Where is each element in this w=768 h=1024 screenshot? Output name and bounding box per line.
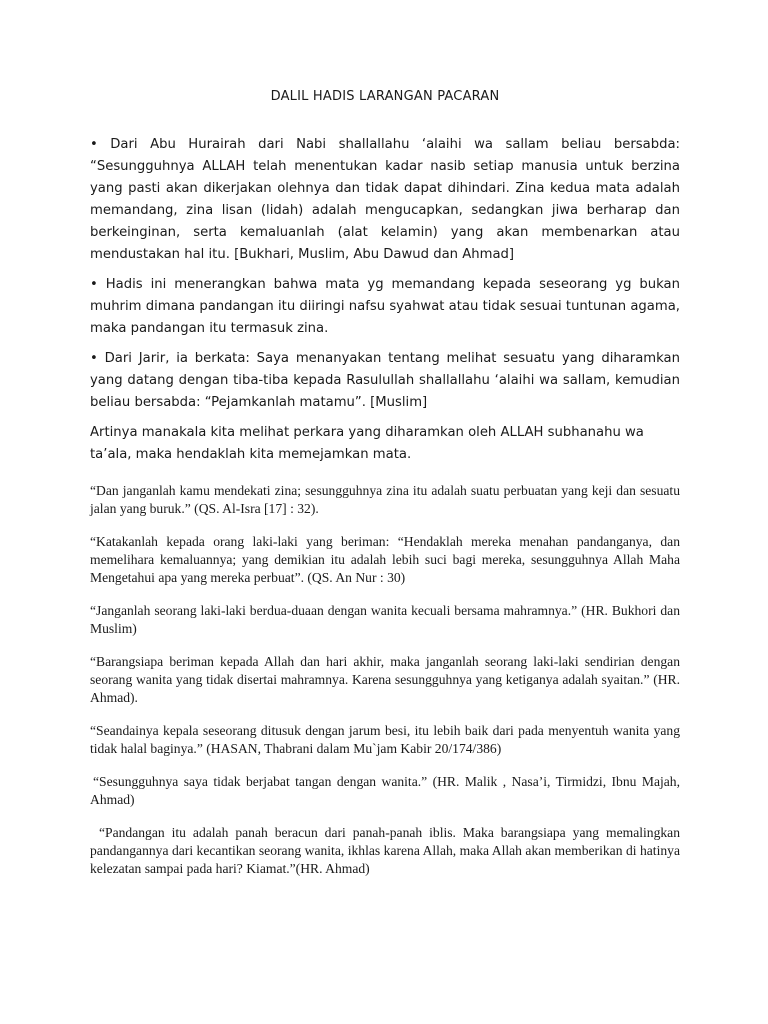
document-title: DALIL HADIS LARANGAN PACARAN — [270, 89, 500, 104]
quote-malik: “Sesungguhnya saya tidak berjabat tangan dengan wanita.” (HR. Malik , Nasa’i, Tirmidzi, Ibnu Majah, Ahmad) — [90, 774, 680, 807]
quote-al-isra: “Dan janganlah kamu mendekati zina; sesungguhnya zina itu adalah suatu perbuatan yang keji dan sesuatu jalan yang buruk.” (QS. Al-Isra [17] : 32). — [90, 483, 680, 516]
quote-bukhori-muslim: “Janganlah seorang laki-laki berdua-duaan dengan wanita kecuali bersama mahramnya.” (HR. Bukhori dan Muslim) — [90, 603, 680, 636]
paragraph-meaning: Artinya manakala kita melihat perkara yang diharamkan oleh ALLAH subhanahu wa ta’ala, maka hendaklah kita memejamkan mata. — [90, 425, 644, 462]
quote-ahmad-2: “Pandangan itu adalah panah beracun dari panah-panah iblis. Maka barangsiapa yang memalingkan pandangannya dari kecantikan seorang wanita, ikhlas karena Allah, maka Allah akan memberikan di hatinya kelezatan sampai pada hari? Kiamat.”(HR. Ahmad) — [90, 825, 680, 876]
paragraph-abu-hurairah: • Dari Abu Hurairah dari Nabi shallallahu ‘alaihi wa sallam beliau bersabda: “Sesungguhnya ALLAH telah menentukan kadar nasib setiap manusia untuk berzina yang pasti akan dikerjakan olehnya dan tidak dapat dihindari. Zina kedua mata adalah memandang, zina lisan (lidah) adalah mengucapkan, sedangkan jiwa berharap dan berkeinginan, serta kemaluanlah (alat kelamin) yang akan membenarkan atau mendustakan hal itu. [Bukhari, Muslim, Abu Dawud dan Ahmad] — [90, 137, 680, 262]
quote-an-nur: “Katakanlah kepada orang laki-laki yang beriman: “Hendaklah mereka menahan pandanganya, dan memelihara kemaluannya; yang demikian itu adalah lebih suci bagi mereka, sesungguhnya Allah Maha Mengetahui apa yang mereka perbuat”. (QS. An Nur : 30) — [90, 534, 680, 585]
quotes-section — [90, 482, 680, 893]
paragraph-explanation: • Hadis ini menerangkan bahwa mata yg memandang kepada seseorang yg bukan muhrim dimana pandangan itu diiringi nafsu syahwat atau tidak sesuai tuntunan agama, maka pandangan itu termasuk zina. — [90, 277, 680, 336]
hadith-section — [90, 134, 680, 474]
quote-thabrani: “Seandainya kepala seseorang ditusuk dengan jarum besi, itu lebih baik dari pada menyentuh wanita yang tidak halal baginya.” (HASAN, Thabrani dalam Mu`jam Kabir 20/174/386) — [90, 723, 680, 756]
quote-ahmad-1: “Barangsiapa beriman kepada Allah dan hari akhir, maka janganlah seorang laki-laki sendirian dengan seorang wanita yang tidak disertai mahramnya. Karena sesungguhnya yang ketiganya adalah syaitan.” (HR. Ahmad). — [90, 654, 680, 705]
paragraph-jarir: • Dari Jarir, ia berkata: Saya menanyakan tentang melihat sesuatu yang diharamkan yang datang dengan tiba-tiba kepada Rasulullah shallallahu ‘alaihi wa sallam, kemudian beliau bersabda: “Pejamkanlah matamu”. [Muslim] — [90, 351, 680, 410]
